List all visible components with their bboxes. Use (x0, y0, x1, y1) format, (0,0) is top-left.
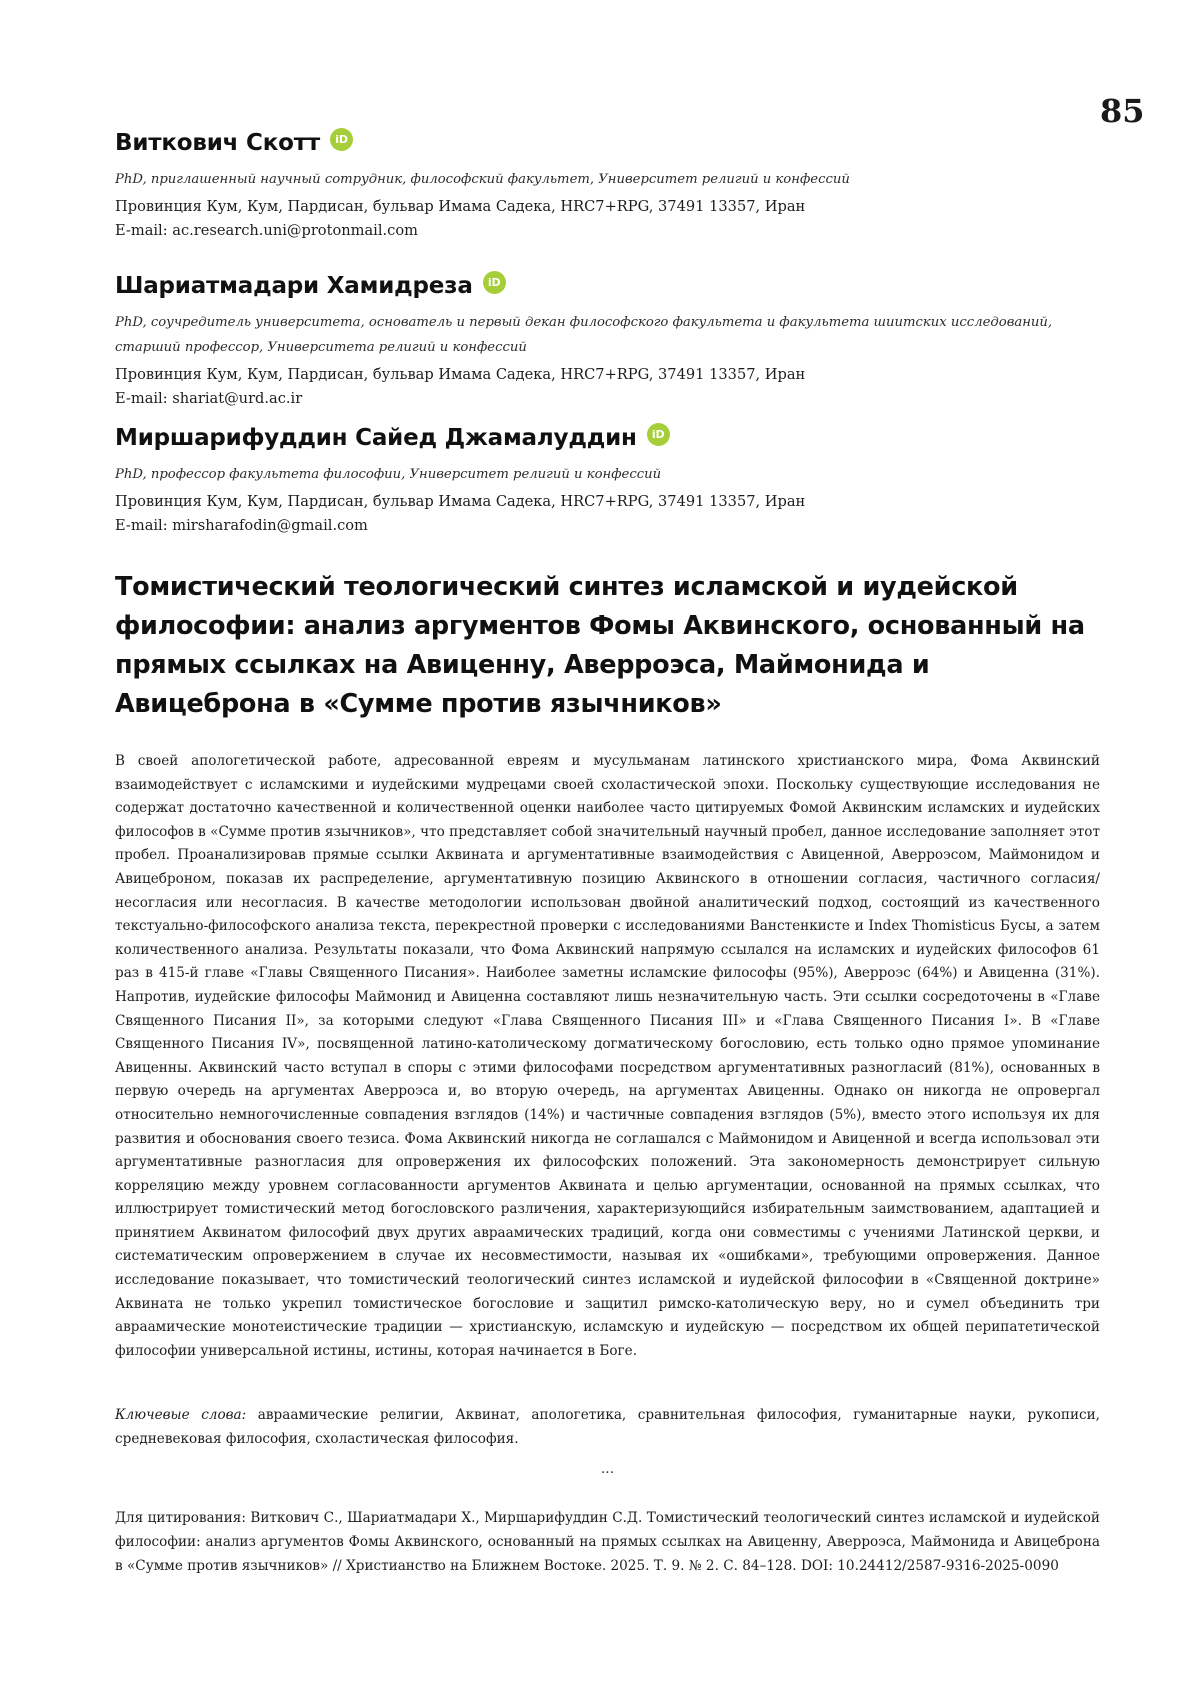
author-email[interactable]: E-mail: shariat@urd.ac.ir (115, 390, 303, 407)
author-address: Провинция Кум, Кум, Пардисан, бульвар Имама Садека, HRC7+RPG, 37491 13357, Иран (115, 366, 806, 383)
author-address: Провинция Кум, Кум, Пардисан, бульвар Имама Садека, HRC7+RPG, 37491 13357, Иран (115, 198, 806, 215)
keywords-label: Ключевые слова: (115, 1407, 247, 1423)
article-title: Томистический теологический синтез исламской и иудейской философии: анализ аргументов Фомы Аквинского, основанный на прямых ссылках на Авиценну, Аверроэса, Маймонида и Авицеброна в «Сумме против язычников» (115, 572, 1085, 719)
author-name-row (115, 425, 1100, 451)
abstract-text: В своей апологетической работе, адресованной евреям и мусульманам латинского христианского мира, Фома Аквинский взаимодействует с исламскими и иудейскими мудрецами своей схоластической эпохи. Поскольку существующие исследования не содержат достаточно качественной и количественной оценки наиболее часто цитируемых Фомой Аквинским исламских и иудейских философов в «Сумме против язычников», что представляет собой значительный научный пробел, данное исследование заполняет этот пробел. Проанализировав прямые ссылки Аквината и аргументативные взаимодействия с Авиценной, Аверроэсом, Маймонидом и Авицеброном, показав их распределение, аргументативную позицию Аквинского в отношении согласия, частичного согласия/несогласия или несогласия. В качестве методологии использован двойной аналитический подход, состоящий из качественного текстуально-философского анализа текста, перекрестной проверки с исследованиями Ванстенкисте и Index Thomisticus Бусы, а затем количественного анализа. Результаты показали, что Фома Аквинский напрямую ссылался на исламских и иудейских философов 61 раз в 415-й главе «Главы Священного Писания». Наиболее заметны исламские философы (95%), Аверроэс (64%) и Авиценна (31%). Напротив, иудейские философы Маймонид и Авиценна составляют лишь незначительную часть. Эти ссылки сосредоточены в «Главе Священного Писания II», за которыми следуют «Глава Священного Писания III» и «Глава Священного Писания I». В «Главе Священного Писания IV», посвященной латино-католическому догматическому богословию, есть только одно прямое упоминание Авиценны. Аквинский часто вступал в споры с этими философами посредством аргументативных разногласий (81%), основанных в первую очередь на аргументах Аверроэса и, во вторую очередь, на аргументах Авиценны. Однако он никогда не опровергал относительно немногочисленные совпадения взглядов (14%) и частичные совпадения взглядов (5%), вместо этого используя их для развития и обоснования своего тезиса. Фома Аквинский никогда не соглашался с Маймонидом и Авиценной и всегда использовал эти аргументативные разногласия для опровержения их философских положений. Эта закономерность демонстрирует сильную корреляцию между уровнем согласованности аргументов Аквината и целью аргументации, основанной на прямых ссылках, что иллюстрирует томистический метод богословского различения, характеризующийся избирательным заимствованием, адаптацией и принятием Аквинатом философий двух других авраамических традиций, когда они совместимы с учениями Латинской церкви, и систематическим опровержением в случае их несовместимости, называя их «ошибками», требующими опровержения. Данное исследование показывает, что томистический теологический синтез исламской и иудейской философии в «Священной доктрине» Аквината не только укрепил томистическое богословие и защитил римско-католическую веру, но и сумел объединить три авраамические монотеистические традиции — христианскую, исламскую и иудейскую — посредством их общей перипатетической философии универсальной истины, истины, которая начинается в Боге. (115, 753, 1100, 1359)
keywords-list: авраамические религии, Аквинат, апологетика, сравнительная философия, гуманитарные науки, рукописи, средневековая философия, схоластическая философия. (115, 1407, 1100, 1447)
author-name: Виткович Скотт (115, 130, 321, 156)
page-number: 85 (1100, 92, 1145, 130)
author-block (115, 273, 1100, 411)
author-block (115, 130, 1100, 243)
citation-text: Для цитирования: Виткович С., Шариатмадари Х., Миршарифуддин С.Д. Томистический теологический синтез исламской и иудейской философии: анализ аргументов Фомы Аквинского, основанный на прямых ссылках на Авиценну, Аверроэса, Маймонида и Авицеброна в «Сумме против язычников» // Христианство на Ближнем Востоке. 2025. Т. 9. № 2. С. 84–128. DOI: 10.24412/2587-9316-2025-0090 (115, 1510, 1100, 1575)
author-name: Миршарифуддин Сайед Джамалуддин (115, 425, 637, 451)
orcid-icon[interactable]: iD (647, 423, 670, 446)
author-affiliation: PhD, профессор факультета философии, Университет религий и конфессий (115, 467, 662, 482)
author-name: Шариатмадари Хамидреза (115, 273, 473, 299)
author-block (115, 425, 1100, 538)
author-email[interactable]: E-mail: ac.research.uni@protonmail.com (115, 222, 418, 239)
section-separator: ... (600, 1461, 615, 1477)
author-name-row (115, 273, 1100, 299)
author-email[interactable]: E-mail: mirsharafodin@gmail.com (115, 517, 368, 534)
author-affiliation: PhD, соучредитель университета, основатель и первый декан философского факультета и факультета шиитских исследований, старший профессор, Университета религий и конфессий (115, 315, 1053, 355)
orcid-icon[interactable]: iD (483, 271, 506, 294)
author-affiliation: PhD, приглашенный научный сотрудник, философский факультет, Университет религий и конфессий (115, 172, 850, 187)
author-address: Провинция Кум, Кум, Пардисан, бульвар Имама Садека, HRC7+RPG, 37491 13357, Иран (115, 493, 806, 510)
keywords (115, 1403, 1100, 1451)
author-name-row (115, 130, 1100, 156)
orcid-icon[interactable]: iD (330, 128, 353, 151)
